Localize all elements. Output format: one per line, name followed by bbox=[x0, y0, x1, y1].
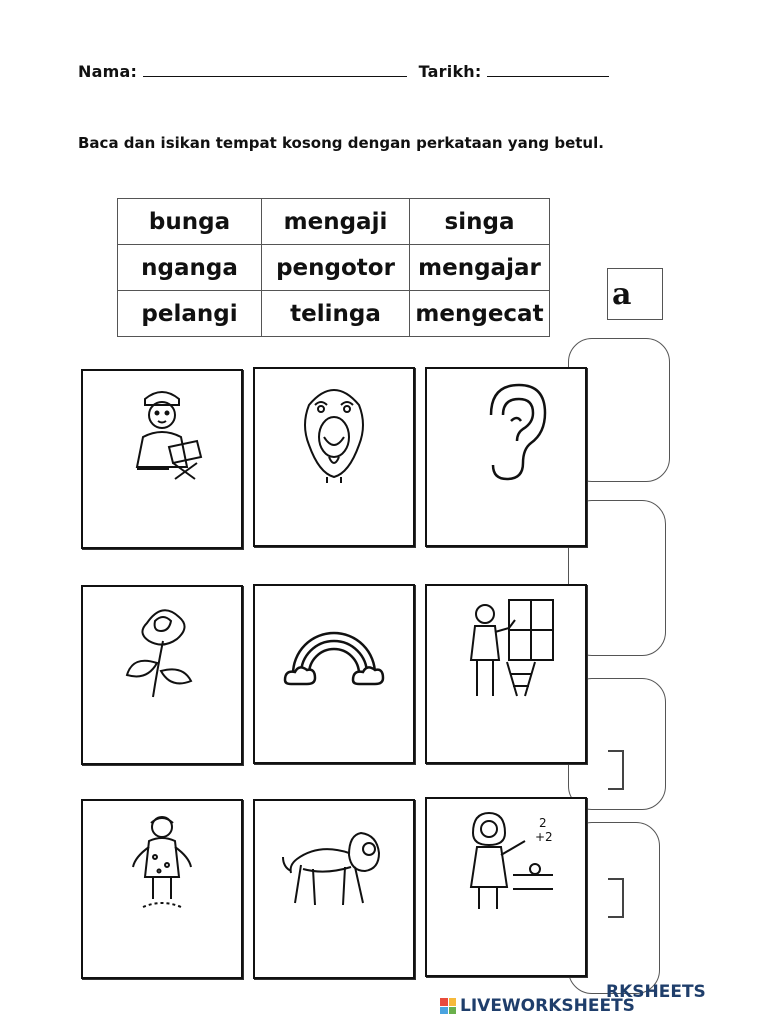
rainbow-icon bbox=[255, 586, 413, 708]
date-field[interactable] bbox=[487, 62, 609, 77]
answer-box[interactable] bbox=[83, 919, 241, 977]
word-bank-row bbox=[118, 245, 550, 291]
word-bank-cell: mengaji bbox=[262, 199, 410, 245]
answer-box[interactable] bbox=[83, 705, 241, 763]
man-painting-icon bbox=[427, 586, 585, 708]
header-line bbox=[78, 62, 609, 81]
lion-icon bbox=[255, 801, 413, 923]
date-label: Tarikh: bbox=[418, 62, 482, 81]
word-bank-cell: pelangi bbox=[118, 291, 262, 337]
svg-text:+2: +2 bbox=[535, 830, 553, 844]
word-bank-table bbox=[117, 198, 550, 337]
word-bank-cell: singa bbox=[410, 199, 550, 245]
word-bank-cell: bunga bbox=[118, 199, 262, 245]
boy-reading-quran-icon bbox=[83, 371, 241, 493]
picture-card-ear bbox=[425, 367, 587, 547]
background-bracket-1 bbox=[608, 750, 624, 790]
word-bank-cell: telinga bbox=[262, 291, 410, 337]
word-bank-cell: mengajar bbox=[410, 245, 550, 291]
liveworksheets-logo-icon bbox=[440, 998, 456, 1014]
name-field[interactable] bbox=[143, 62, 407, 77]
dirty-child-icon bbox=[83, 801, 241, 923]
answer-box[interactable] bbox=[427, 704, 585, 762]
answer-box[interactable] bbox=[255, 704, 413, 762]
answer-box[interactable] bbox=[83, 489, 241, 547]
picture-card-rose bbox=[81, 585, 243, 765]
ear-icon bbox=[427, 369, 585, 491]
picture-card-open-mouth bbox=[253, 367, 415, 547]
word-bank-cell: nganga bbox=[118, 245, 262, 291]
answer-box[interactable] bbox=[255, 487, 413, 545]
teacher-icon bbox=[427, 799, 585, 921]
background-bracket-2 bbox=[608, 878, 624, 918]
picture-card-dirty-child bbox=[81, 799, 243, 979]
word-bank-cell: mengecat bbox=[410, 291, 550, 337]
picture-card-painting bbox=[425, 584, 587, 764]
answer-box[interactable] bbox=[427, 487, 585, 545]
open-mouth-face-icon bbox=[255, 369, 413, 491]
answer-box[interactable] bbox=[255, 919, 413, 977]
footer-brand bbox=[440, 995, 768, 1023]
background-letter-box: a bbox=[607, 268, 663, 320]
picture-card-teacher bbox=[425, 797, 587, 977]
picture-card-boy-reading bbox=[81, 369, 243, 549]
instruction-text: Baca dan isikan tempat kosong dengan perkataan yang betul. bbox=[78, 134, 604, 152]
answer-box[interactable] bbox=[427, 917, 585, 975]
picture-card-lion bbox=[253, 799, 415, 979]
svg-text:2: 2 bbox=[539, 816, 547, 830]
word-bank-row bbox=[118, 291, 550, 337]
background-footer-fragment: RKSHEETS bbox=[606, 982, 706, 1002]
name-label: Nama: bbox=[78, 62, 138, 81]
brand-name: LIVEWORKSHEETS bbox=[460, 996, 635, 1016]
picture-card-rainbow bbox=[253, 584, 415, 764]
rose-flower-icon bbox=[83, 587, 241, 709]
word-bank-cell: pengotor bbox=[262, 245, 410, 291]
word-bank-row bbox=[118, 199, 550, 245]
